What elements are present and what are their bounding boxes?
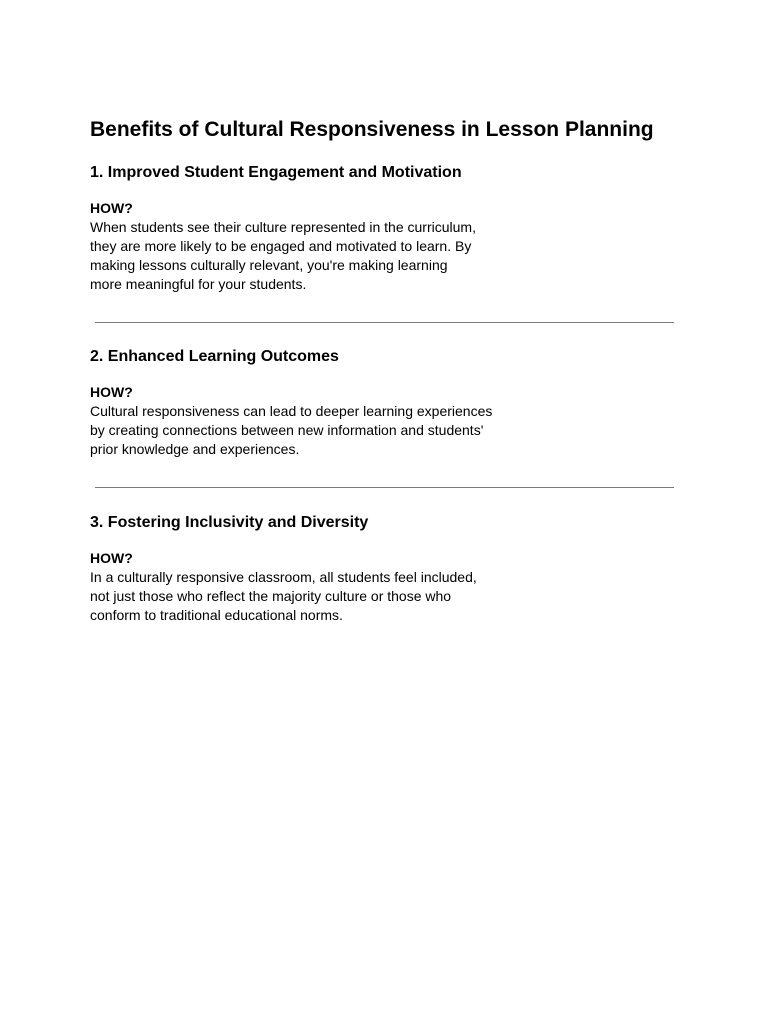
body-line: conform to traditional educational norms. xyxy=(90,607,343,623)
section-heading: 2. Enhanced Learning Outcomes xyxy=(90,348,339,365)
section-heading: 1. Improved Student Engagement and Motivation xyxy=(90,164,462,181)
benefit-section-1 xyxy=(90,163,690,294)
body-line: When students see their culture represented in the curriculum, xyxy=(90,219,476,235)
body-line: by creating connections between new information and students' xyxy=(90,422,484,438)
document-title: Benefits of Cultural Responsiveness in Lesson Planning xyxy=(90,118,654,141)
body-line: they are more likely to be engaged and motivated to learn. By xyxy=(90,238,472,254)
section-body xyxy=(90,218,690,294)
body-line: more meaningful for your students. xyxy=(90,276,307,292)
body-line: prior knowledge and experiences. xyxy=(90,441,300,457)
section-body xyxy=(90,568,690,625)
section-divider xyxy=(95,487,674,488)
body-line: Cultural responsiveness can lead to deeper learning experiences xyxy=(90,403,493,419)
benefit-section-2 xyxy=(90,347,690,459)
benefit-section-3 xyxy=(90,513,690,625)
section-body xyxy=(90,402,690,459)
how-label: HOW? xyxy=(90,384,133,400)
body-line: In a culturally responsive classroom, all students feel included, xyxy=(90,569,477,585)
how-label: HOW? xyxy=(90,550,133,566)
section-divider xyxy=(95,322,674,323)
how-label: HOW? xyxy=(90,200,133,216)
body-line: making lessons culturally relevant, you're making learning xyxy=(90,257,448,273)
body-line: not just those who reflect the majority culture or those who xyxy=(90,588,452,604)
section-heading: 3. Fostering Inclusivity and Diversity xyxy=(90,514,369,531)
